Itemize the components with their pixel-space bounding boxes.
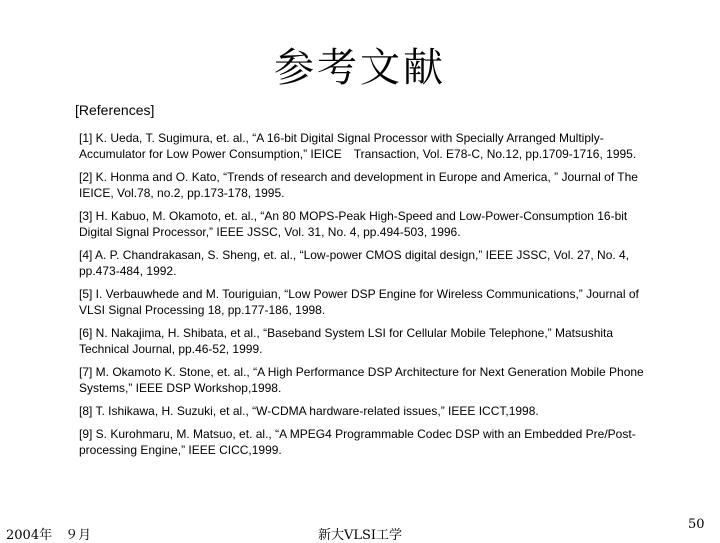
reference-list — [79, 130, 659, 465]
reference-item-4: [4] A. P. Chandrakasan, S. Sheng, et. al., “Low-power CMOS digital design,” IEEE JSSC, Vol. 27, No. 4, pp.473-484, 1992. — [79, 248, 630, 278]
references-heading: [References] — [75, 102, 155, 118]
reference-item-8: [8] T. Ishikawa, H. Suzuki, et al., “W-CDMA hardware-related issues,” IEEE ICCT,1998. — [79, 404, 539, 418]
footer-date: 2004年 ９月 — [6, 528, 92, 543]
reference-item-5: [5] I. Verbauwhede and M. Touriguian, “Low Power DSP Engine for Wireless Communications,” Journal of VLSI Signal Processing 18, pp.177-186, 1998. — [79, 287, 639, 317]
slide-title: 参考文献 — [274, 45, 446, 91]
reference-item-9: [9] S. Kurohmaru, M. Matsuo, et. al., “A MPEG4 Programmable Codec DSP with an Embedded Pre/Post-processing Engine,” IEEE CICC,1999. — [79, 427, 636, 457]
reference-item-3: [3] H. Kabuo, M. Okamoto, et. al., “An 80 MOPS-Peak High-Speed and Low-Power-Consumption 16-bit Digital Signal Processor,” IEEE JSSC, Vol. 31, No. 4, pp.494-503, 1996. — [79, 209, 628, 239]
reference-item-6: [6] N. Nakajima, H. Shibata, et al., “Baseband System LSI for Cellular Mobile Telephone,” Matsushita Technical Journal, pp.46-52, 1999. — [79, 326, 614, 356]
footer-course-name: 新大VLSI工学 — [318, 528, 403, 543]
reference-item-2: [2] K. Honma and O. Kato, “Trends of research and development in Europe and America, ” Journal of The IEICE, Vol.78, no.2, pp.173-178, 1995. — [79, 170, 638, 200]
page-number: 50 — [688, 517, 705, 532]
reference-item-1: [1] K. Ueda, T. Sugimura, et. al., “A 16-bit Digital Signal Processor with Specially Arranged Multiply-Accumulator for Low Power Consumption,” IEICE Transaction, Vol. E78-C, No.12, pp.1709-1716, 1995. — [79, 131, 637, 161]
reference-item-7: [7] M. Okamoto K. Stone, et. al., “A High Performance DSP Architecture for Next Generation Mobile Phone Systems,” IEEE DSP Workshop,1998. — [79, 365, 644, 395]
